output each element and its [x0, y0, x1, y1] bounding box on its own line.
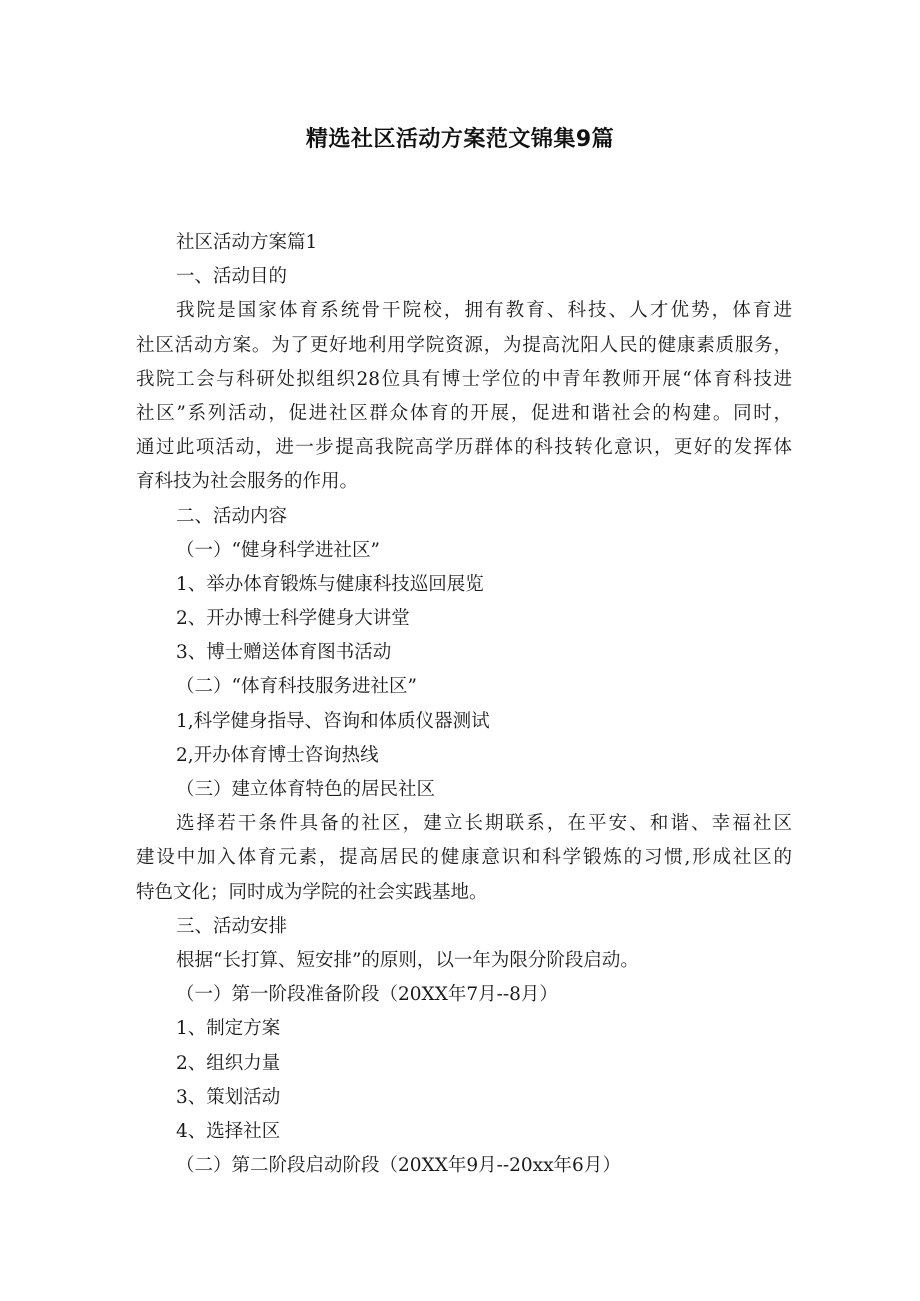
text-line: 通过此项活动，进一步提高我院高学历群体的科技转化意识，更好的发挥体 [136, 437, 792, 459]
text-line: 社区”系列活动，促进社区群众体育的开展，促进和谐社会的构建。同时， [136, 402, 792, 424]
text-line: 1、举办体育锻炼与健康科技巡回展览 [176, 573, 484, 595]
text-line: 特色文化；同时成为学院的社会实践基地。 [136, 881, 488, 903]
document-title: 精选社区活动方案范文锦集9篇 [305, 127, 615, 152]
text-line: （二）第二阶段启动阶段（20XX年9月--20xx年6月） [176, 1155, 621, 1177]
text-line: （一）“健身科学进社区” [176, 539, 380, 561]
document-body [136, 226, 792, 1183]
text-line: 3、博士赠送体育图书活动 [176, 642, 392, 664]
text-line: 根据“长打算、短安排”的原则，以一年为限分阶段启动。 [176, 949, 639, 971]
text-line: 1、制定方案 [176, 1018, 281, 1040]
text-line: 4、选择社区 [176, 1120, 281, 1142]
text-line: 3、策划活动 [176, 1086, 281, 1108]
text-line: 社区活动方案篇1 [176, 232, 318, 253]
text-line: 三、活动安排 [176, 915, 288, 937]
text-line: （一）第一阶段准备阶段（20XX年7月--8月） [176, 984, 558, 1006]
text-line: 育科技为社会服务的作用。 [136, 471, 359, 493]
text-line: 我院是国家体育系统骨干院校，拥有教育、科技、人才优势，体育进 [176, 300, 792, 322]
text-line: （二）“体育科技服务进社区” [176, 676, 417, 698]
text-line: 选择若干条件具备的社区，建立长期联系，在平安、和谐、幸福社区 [176, 813, 792, 835]
text-line: 二、活动内容 [176, 505, 288, 527]
text-line: 一、活动目的 [176, 266, 288, 288]
text-line: 2,开办体育博士咨询热线 [176, 744, 379, 766]
text-line: 2、组织力量 [176, 1052, 281, 1074]
text-line: 建设中加入体育元素，提高居民的健康意识和科学锻炼的习惯,形成社区的 [136, 847, 792, 869]
text-line: 1,科学健身指导、咨询和体质仪器测试 [176, 710, 490, 732]
text-line: 我院工会与科研处拟组织28位具有博士学位的中青年教师开展“体育科技进 [136, 368, 792, 390]
text-line: 社区活动方案。为了更好地利用学院资源，为提高沈阳人民的健康素质服务， [136, 334, 792, 356]
text-line: （三）建立体育特色的居民社区 [176, 779, 436, 800]
text-line: 2、开办博士科学健身大讲堂 [176, 608, 410, 630]
